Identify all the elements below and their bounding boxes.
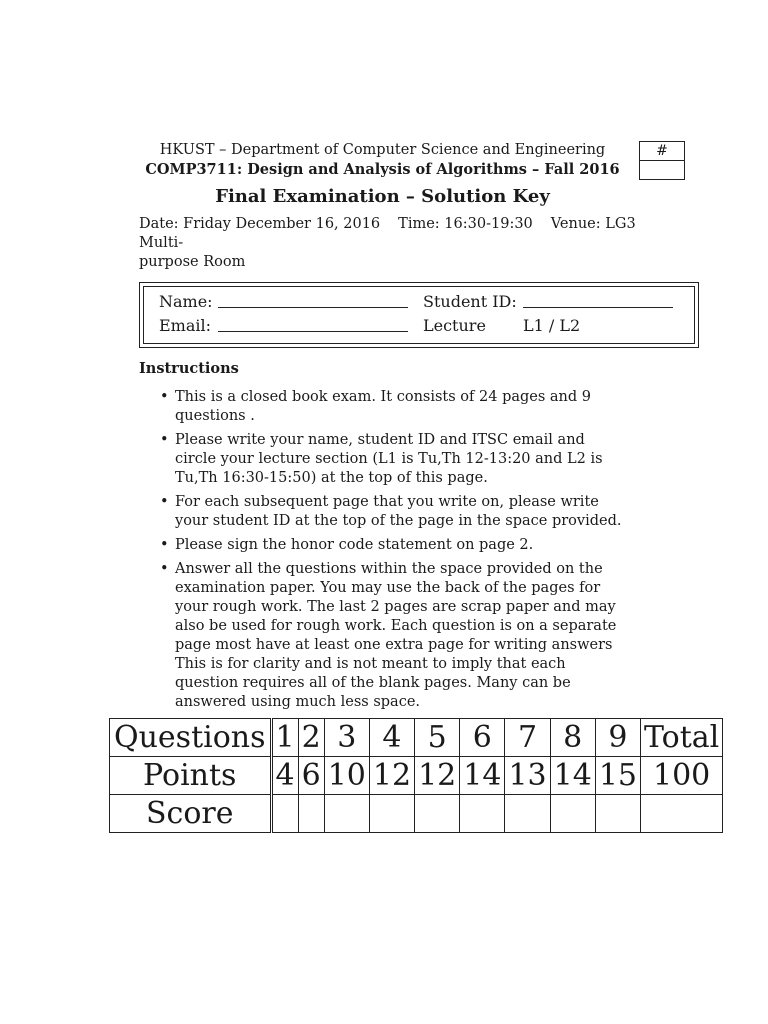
points-value: 12 xyxy=(415,757,460,795)
page-title: Final Examination – Solution Key xyxy=(215,186,550,207)
question-number: 6 xyxy=(460,719,505,757)
question-number: 1 xyxy=(271,719,298,757)
question-number: 3 xyxy=(324,719,369,757)
points-value: 13 xyxy=(505,757,550,795)
email-label: Email: xyxy=(159,316,212,335)
question-number: 2 xyxy=(298,719,324,757)
points-value: 10 xyxy=(324,757,369,795)
exam-number-field[interactable] xyxy=(640,161,684,179)
points-row xyxy=(110,757,723,795)
questions-row xyxy=(110,719,723,757)
score-row xyxy=(110,795,723,833)
score-cell[interactable] xyxy=(550,795,595,833)
instruction-item: • Please sign the honor code statement on page 2. xyxy=(139,536,629,555)
score-cell[interactable] xyxy=(460,795,505,833)
exam-meta xyxy=(139,215,639,272)
exam-number-label: # xyxy=(640,142,684,161)
score-cell[interactable] xyxy=(298,795,324,833)
question-number: 8 xyxy=(550,719,595,757)
name-label: Name: xyxy=(159,292,213,311)
department-line: HKUST – Department of Computer Science and Engineering xyxy=(159,142,606,158)
instruction-item: • Please write your name, student ID and ITSC email and circle your lecture section (L1 is Tu,Th 12-13:20 and L2 is Tu,Th 16:30-15:50) at the top of this page. xyxy=(139,431,629,488)
points-value: 14 xyxy=(460,757,505,795)
email-field[interactable] xyxy=(218,331,408,332)
score-cell[interactable] xyxy=(415,795,460,833)
score-total-cell[interactable] xyxy=(641,795,723,833)
exam-number-box xyxy=(639,141,685,180)
exam-venue-cont: purpose Room xyxy=(139,254,246,270)
lecture-options[interactable]: L1 / L2 xyxy=(523,316,581,335)
total-header: Total xyxy=(641,719,723,757)
instructions-list xyxy=(139,388,629,717)
points-label: Points xyxy=(110,757,272,795)
score-cell[interactable] xyxy=(369,795,414,833)
instruction-item: • Answer all the questions within the space provided on the examination paper. You may use the back of the pages for your rough work. The last 2 pages are scrap paper and may also be used for rough work. Each question is on a separate page most have at least one extra page for writing answers This is for clarity and is not meant to imply that each question requires all of the blank pages. Many can be answered using much less space. xyxy=(139,560,629,712)
score-cell[interactable] xyxy=(595,795,640,833)
points-value: 15 xyxy=(595,757,640,795)
instruction-item: • This is a closed book exam. It consists of 24 pages and 9 questions . xyxy=(139,388,629,426)
points-value: 14 xyxy=(550,757,595,795)
points-value: 4 xyxy=(271,757,298,795)
instruction-item: • For each subsequent page that you write on, please write your student ID at the top of the page in the space provided. xyxy=(139,493,629,531)
points-value: 12 xyxy=(369,757,414,795)
exam-time: Time: 16:30-19:30 xyxy=(398,216,533,232)
score-cell[interactable] xyxy=(324,795,369,833)
score-label: Score xyxy=(110,795,272,833)
student-id-field[interactable] xyxy=(523,307,673,308)
question-number: 7 xyxy=(505,719,550,757)
lecture-label: Lecture xyxy=(423,316,486,335)
points-total: 100 xyxy=(641,757,723,795)
question-number: 9 xyxy=(595,719,640,757)
course-line: COMP3711: Design and Analysis of Algorithms – Fall 2016 xyxy=(145,161,620,178)
student-id-label: Student ID: xyxy=(423,292,517,311)
points-value: 6 xyxy=(298,757,324,795)
score-cell[interactable] xyxy=(505,795,550,833)
score-table xyxy=(109,718,723,833)
question-number: 4 xyxy=(369,719,414,757)
question-number: 5 xyxy=(415,719,460,757)
questions-label: Questions xyxy=(110,719,272,757)
exam-venue: Venue: LG3 Multi- xyxy=(139,216,636,251)
instructions-heading: Instructions xyxy=(139,360,239,377)
name-field[interactable] xyxy=(218,307,408,308)
student-info-box xyxy=(139,282,699,348)
exam-date: Date: Friday December 16, 2016 xyxy=(139,216,381,232)
score-cell[interactable] xyxy=(271,795,298,833)
